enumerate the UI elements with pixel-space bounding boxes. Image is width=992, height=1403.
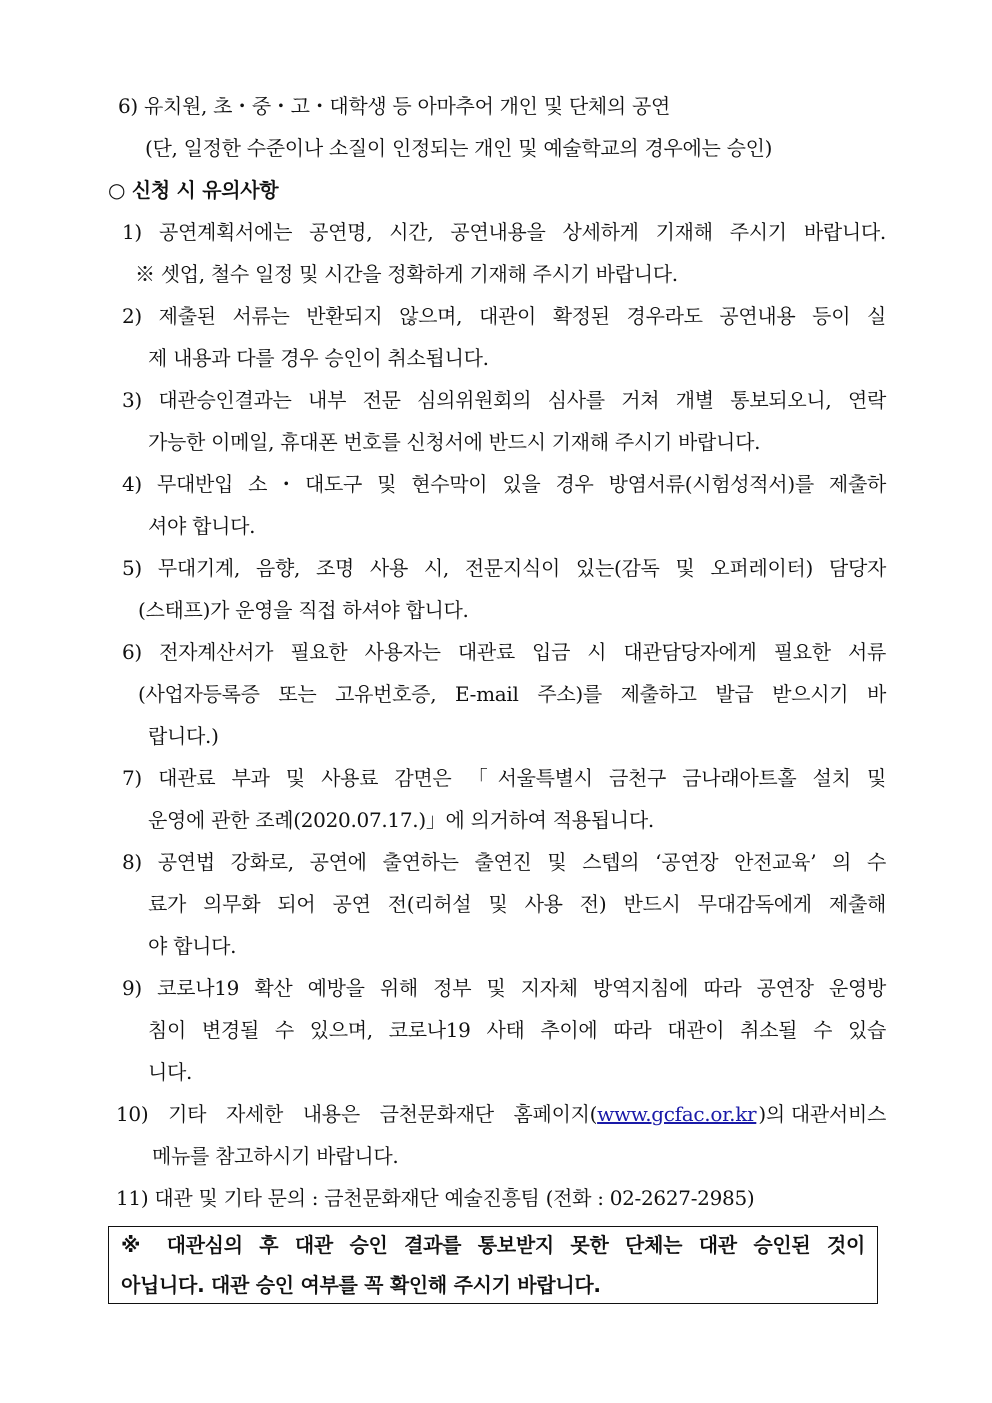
list-item-9-line-3: 니다. [148, 1060, 193, 1084]
list-item-6-amateur: 6) 유치원, 초・중・고・대학생 등 아마추어 개인 및 단체의 공연 [118, 94, 670, 118]
list-item-8-line-3: 야 합니다. [148, 934, 237, 958]
notice-box [108, 1226, 878, 1304]
notice-line-1: ※ 대관심의 후 대관 승인 결과를 통보받지 못한 단체는 대관 승인된 것이 [121, 1233, 865, 1257]
list-item-9-line-2: 침이 변경될 수 있으며, 코로나19 사태 추이에 따라 대관이 취소될 수 있습 [148, 1018, 886, 1042]
list-item-10-line-1 [116, 1100, 886, 1128]
list-item-8-line-1: 8) 공연법 강화로, 공연에 출연하는 출연진 및 스텝의 ‘공연장 안전교육’ 의 수 [122, 850, 886, 874]
list-item-7-line-1: 7) 대관료 부과 및 사용료 감면은 「서울특별시 금천구 금나래아트홀 설치 및 [122, 766, 886, 790]
notice-line-2: 아닙니다. 대관 승인 여부를 꼭 확인해 주시기 바랍니다. [121, 1273, 601, 1297]
list-item-4-line-2: 셔야 합니다. [148, 514, 256, 538]
homepage-link[interactable]: www.gcfac.or.kr [597, 1102, 757, 1126]
list-item-6-line-3: 랍니다.) [148, 724, 219, 748]
list-item-9-line-1: 9) 코로나19 확산 예방을 위해 정부 및 지자체 방역지침에 따라 공연장 운영방 [122, 976, 886, 1000]
list-item-4-line-1: 4) 무대반입 소・대도구 및 현수막이 있을 경우 방염서류(시험성적서)를 제출하 [122, 472, 886, 496]
list-item-2-line-1: 2) 제출된 서류는 반환되지 않으며, 대관이 확정된 경우라도 공연내용 등이 실 [122, 304, 886, 328]
list-item-1-note: ※ 셋업, 철수 일정 및 시간을 정확하게 기재해 주시기 바랍니다. [135, 262, 678, 286]
list-item-5-line-2: (스태프)가 운영을 직접 하셔야 합니다. [138, 598, 469, 622]
list-item-11-contact: 11) 대관 및 기타 문의 : 금천문화재단 예술진흥팀 (전화 : 02-2627-2985) [116, 1186, 755, 1210]
list-item-10-line-2: 메뉴를 참고하시기 바랍니다. [152, 1144, 399, 1168]
list-item-3-line-1: 3) 대관승인결과는 내부 전문 심의위원회의 심사를 거쳐 개별 통보되오니, 연락 [122, 388, 886, 412]
list-item-6-line-1: 6) 전자계산서가 필요한 사용자는 대관료 입금 시 대관담당자에게 필요한 서류 [122, 640, 886, 664]
list-item-8-line-2: 료가 의무화 되어 공연 전(리허설 및 사용 전) 반드시 무대감독에게 제출해 [148, 892, 886, 916]
section-heading: ○ 신청 시 유의사항 [108, 178, 279, 202]
list-item-6-exception: (단, 일정한 수준이나 소질이 인정되는 개인 및 예술학교의 경우에는 승인) [145, 136, 773, 160]
list-item-1-line-1: 1) 공연계획서에는 공연명, 시간, 공연내용을 상세하게 기재해 주시기 바랍니다. [122, 220, 886, 244]
list-item-10-suffix: )의 대관서비스 [758, 1102, 886, 1126]
list-item-7-line-2: 운영에 관한 조례(2020.07.17.)」에 의거하여 적용됩니다. [148, 808, 654, 832]
list-item-10-prefix: 10) 기타 자세한 내용은 금천문화재단 홈페이지( [116, 1102, 598, 1126]
list-item-3-line-2: 가능한 이메일, 휴대폰 번호를 신청서에 반드시 기재해 주시기 바랍니다. [148, 430, 761, 454]
list-item-2-line-2: 제 내용과 다를 경우 승인이 취소됩니다. [148, 346, 489, 370]
list-item-5-line-1: 5) 무대기계, 음향, 조명 사용 시, 전문지식이 있는(감독 및 오퍼레이터) 담당자 [122, 556, 886, 580]
list-item-6-line-2: (사업자등록증 또는 고유번호증, E-mail 주소)를 제출하고 발급 받으시기 바 [138, 682, 886, 706]
